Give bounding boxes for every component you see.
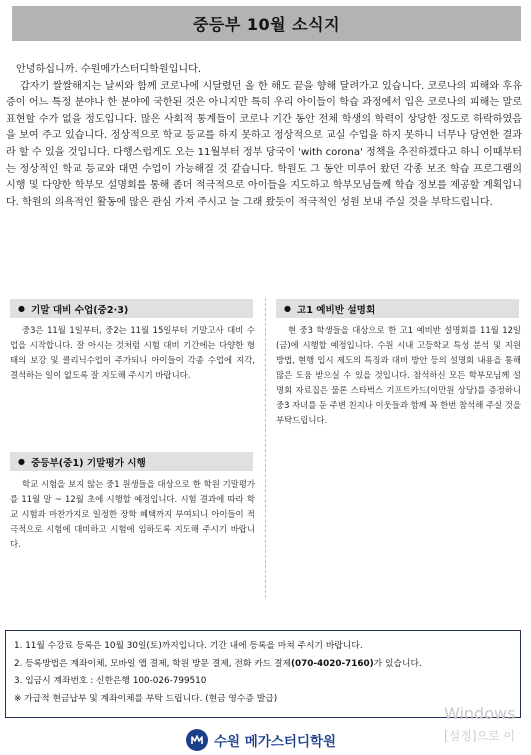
section-title-assessment: 중등부(중1) 기말평가 시행 [30,457,146,469]
page-title: 중등부 10월 소식지 [192,15,341,34]
column-divider [265,298,266,598]
section-label-exam-prep [10,299,253,318]
footer [186,727,336,753]
intro-body: 갑자기 쌀쌀해지는 날씨와 함께 코로나에 시달렸던 올 한 해도 끝을 향해 달려가고 있습니다. 코로나의 피해와 후유증이 어느 특정 분야나 한 분야에 국한된 것은 아니지만 특히 우리 아이들이 학습 과정에서 입은 코로나의 피해는 말로 표현할 수가 없을 정도입니다. 많은 사회적 통계들이 코로나 기간 동안 전체 학생의 학력이 상당한 정도로 하락하였음을 보여 주고 있습니다. 정상적으로 학교 등교를 하지 못하고 정상적으로 교실 수업을 하지 못하니 너무나 당연한 결과라 할 수 있을 것입니다. 다행스럽게도 오는 11월부터 정부 당국이 'with corona' 정책을 추진하겠다고 하니 이때부터는 정상적인 학교 등교와 대면 수업이 가능해질 것 같습니다. 학원도 그 동안 미루어 왔던 각종 보조 학습 프로그램의 시행 및 다양한 학부모 설명회를 통해 좀더 적극적으로 아이들을 지도하고 학부모님들께 학습 정보를 제공할 계획입니다. 학원의 의욕적인 활동에 많은 관심 가져 주시고 늘 그래 왔듯이 적극적인 성원 보내 주실 것을 부탁드립니다. [6,80,522,208]
notice-line-2-suffix: 가 있습니다. [373,658,422,669]
section-label-assessment [10,452,253,471]
academy-name: 수원 메가스터디학원 [214,734,337,750]
watermark-line-1: Windows [444,704,516,723]
bullet-icon: ● [284,304,291,313]
bullet-icon: ● [18,304,25,313]
notice-line-3: 3. 입금시 계좌번호 : 신한은행 100-026-799510 [14,676,207,686]
notice-phone: (070-4020-7160) [290,658,374,669]
watermark-line-2: [설정]으로 이 [444,729,516,743]
notice-line-1: 1. 11월 수강료 등록은 10월 30일(토)까지입니다. 기간 내에 등록을 마쳐 주시기 바랍니다. [14,641,363,651]
section-label-briefing [276,299,519,318]
section-text-exam-prep: 중3은 11월 1일부터, 중2는 11월 15일부터 기말고사 대비 수업을 시작합니다. 잘 아시는 것처럼 시험 대비 기간에는 다양한 형태의 보강 및 클리닉수업이 주가되니 아이들이 각종 수업에 지각, 결석하는 일이 없도록 잘 지도해 주시기 바랍니다. [10,325,255,380]
windows-activation-watermark [444,703,515,747]
intro-text [6,62,522,211]
notice-line-2 [14,656,514,674]
notice-line-4: ※ 가급적 현금납부 및 계좌이체를 부탁 드립니다. (현금 영수증 발급) [14,693,278,704]
bullet-icon: ● [18,457,25,466]
section-text-briefing: 현 중3 학생들을 대상으로 한 고1 예비반 설명회를 11월 12일(금)에 시행할 예정입니다. 수원 시내 고등학교 특성 분석 및 지원 방법, 현행 입시 제도의 특징과 대비 방안 등의 설명회 내용을 통해 많은 도움 받으실 수 있을 것입니다. 참석하신 모든 학부모님께 설명회 자료집은 물론 스타벅스 기프트카드(이만원 상당)를 증정하니 중3 자녀를 둔 주변 친지나 이웃들과 함께 꼭 한번 참석해 주실 것을 부탁드립니다. [276,325,521,425]
section-title-briefing: 고1 예비반 설명회 [296,304,376,316]
intro-greeting: 안녕하십니까. 수원메가스터디학원입니다. [16,64,202,75]
megastudy-logo-icon [186,729,208,751]
section-text-assessment: 학교 시험을 보지 않는 중1 원생들을 대상으로 한 학원 기말평가를 11월 말 ~ 12월 초에 시행할 예정입니다. 시험 결과에 따라 학교 시험과 마찬가지로 일정한 장학 혜택까지 부여되니 아이들이 적극적으로 시험에 대비하고 시험에 임하도록 지도해 주시기 바랍니다. [10,479,255,549]
notice-line-2-prefix: 2. 등록방법은 계좌이체, 모바일 앱 결제, 학원 방문 결제, 전화 카드 결제 [14,658,291,669]
title-bar [12,6,521,41]
section-title-exam-prep: 기말 대비 수업(중2·3) [30,304,129,316]
